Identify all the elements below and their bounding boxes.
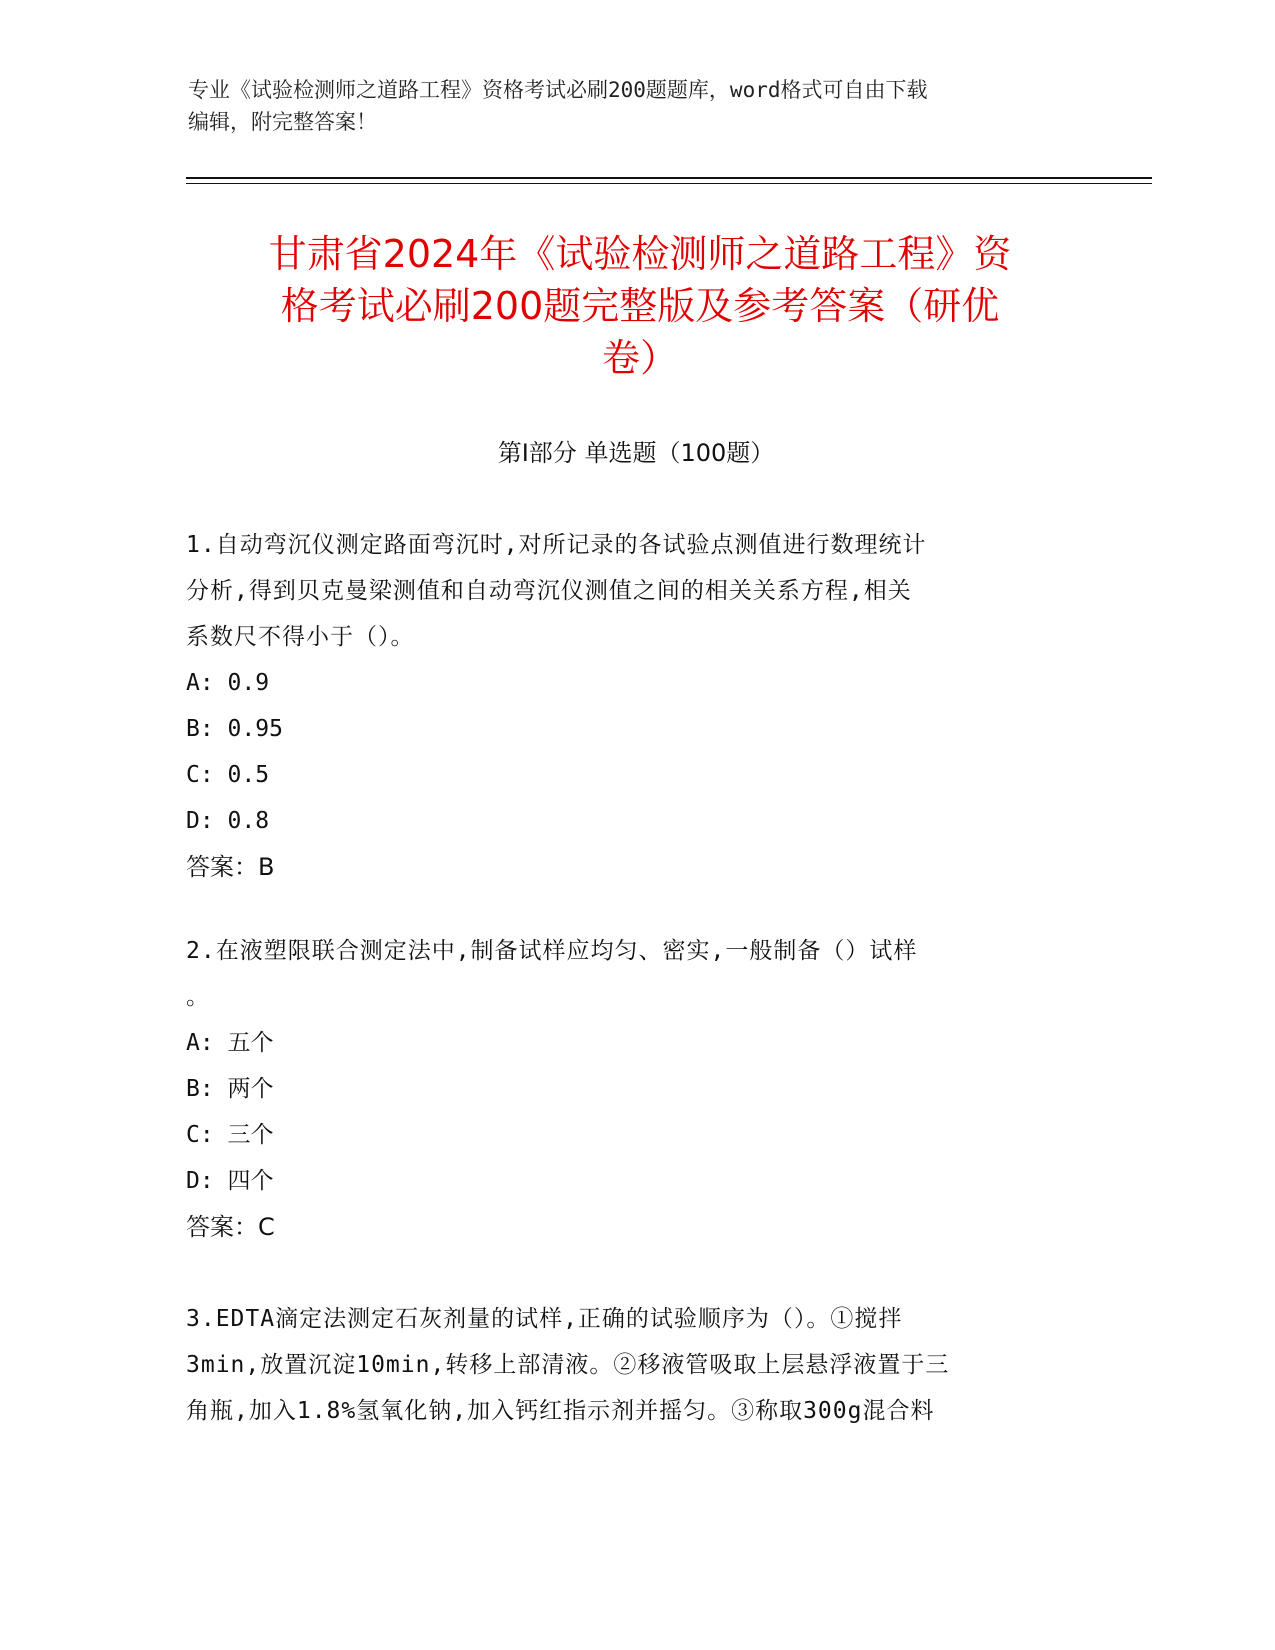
stem-line: 2.在液塑限联合测定法中,制备试样应均匀、密实,一般制备（）试样: [186, 938, 918, 964]
header-note-line-2: 编辑，附完整答案！: [188, 110, 377, 134]
option-a: A: 0.9: [186, 670, 270, 696]
option-c: C: 三个: [186, 1122, 274, 1148]
answer-label: 答案：B: [186, 853, 275, 881]
title-line-1: 甘肃省2024年《试验检测师之道路工程》资: [268, 232, 1012, 276]
question-stem: [186, 1296, 1086, 1434]
question-3: [186, 1296, 1086, 1434]
header-rule-thin: [186, 183, 1152, 184]
document-title: [180, 228, 1100, 384]
section-heading: 第Ⅰ部分 单选题（100题）: [497, 439, 775, 467]
answer-label: 答案：C: [186, 1213, 275, 1241]
question-stem: [186, 928, 1086, 1020]
stem-line: 3min,放置沉淀10min,转移上部清液。②移液管吸取上层悬浮液置于三: [186, 1352, 950, 1378]
stem-line: 系数尺不得小于（）。: [186, 624, 415, 650]
option-b: B: 两个: [186, 1076, 274, 1102]
header-note: [188, 74, 1088, 138]
question-1: [186, 522, 1086, 890]
header-rule-thick: [186, 177, 1152, 179]
stem-line: 。: [186, 984, 210, 1010]
header-note-line-1: 专业《试验检测师之道路工程》资格考试必刷200题题库，word格式可自由下载: [188, 78, 928, 102]
option-d: D: 四个: [186, 1168, 274, 1194]
stem-line: 角瓶,加入1.8%氢氧化钠,加入钙红指示剂并摇匀。③称取300g混合料: [186, 1398, 935, 1424]
title-line-3: 卷）: [601, 336, 678, 380]
question-2: [186, 928, 1086, 1250]
option-c: C: 0.5: [186, 762, 270, 788]
stem-line: 3.EDTA滴定法测定石灰剂量的试样,正确的试验顺序为（）。①搅拌: [186, 1306, 903, 1332]
title-line-2: 格考试必刷200题完整版及参考答案（研优: [280, 284, 1000, 328]
option-b: B: 0.95: [186, 716, 283, 742]
stem-line: 1.自动弯沉仪测定路面弯沉时,对所记录的各试验点测值进行数理统计: [186, 532, 927, 558]
option-a: A: 五个: [186, 1030, 274, 1056]
question-stem: [186, 522, 1086, 660]
option-d: D: 0.8: [186, 808, 270, 834]
stem-line: 分析,得到贝克曼梁测值和自动弯沉仪测值之间的相关关系方程,相关: [186, 578, 912, 604]
